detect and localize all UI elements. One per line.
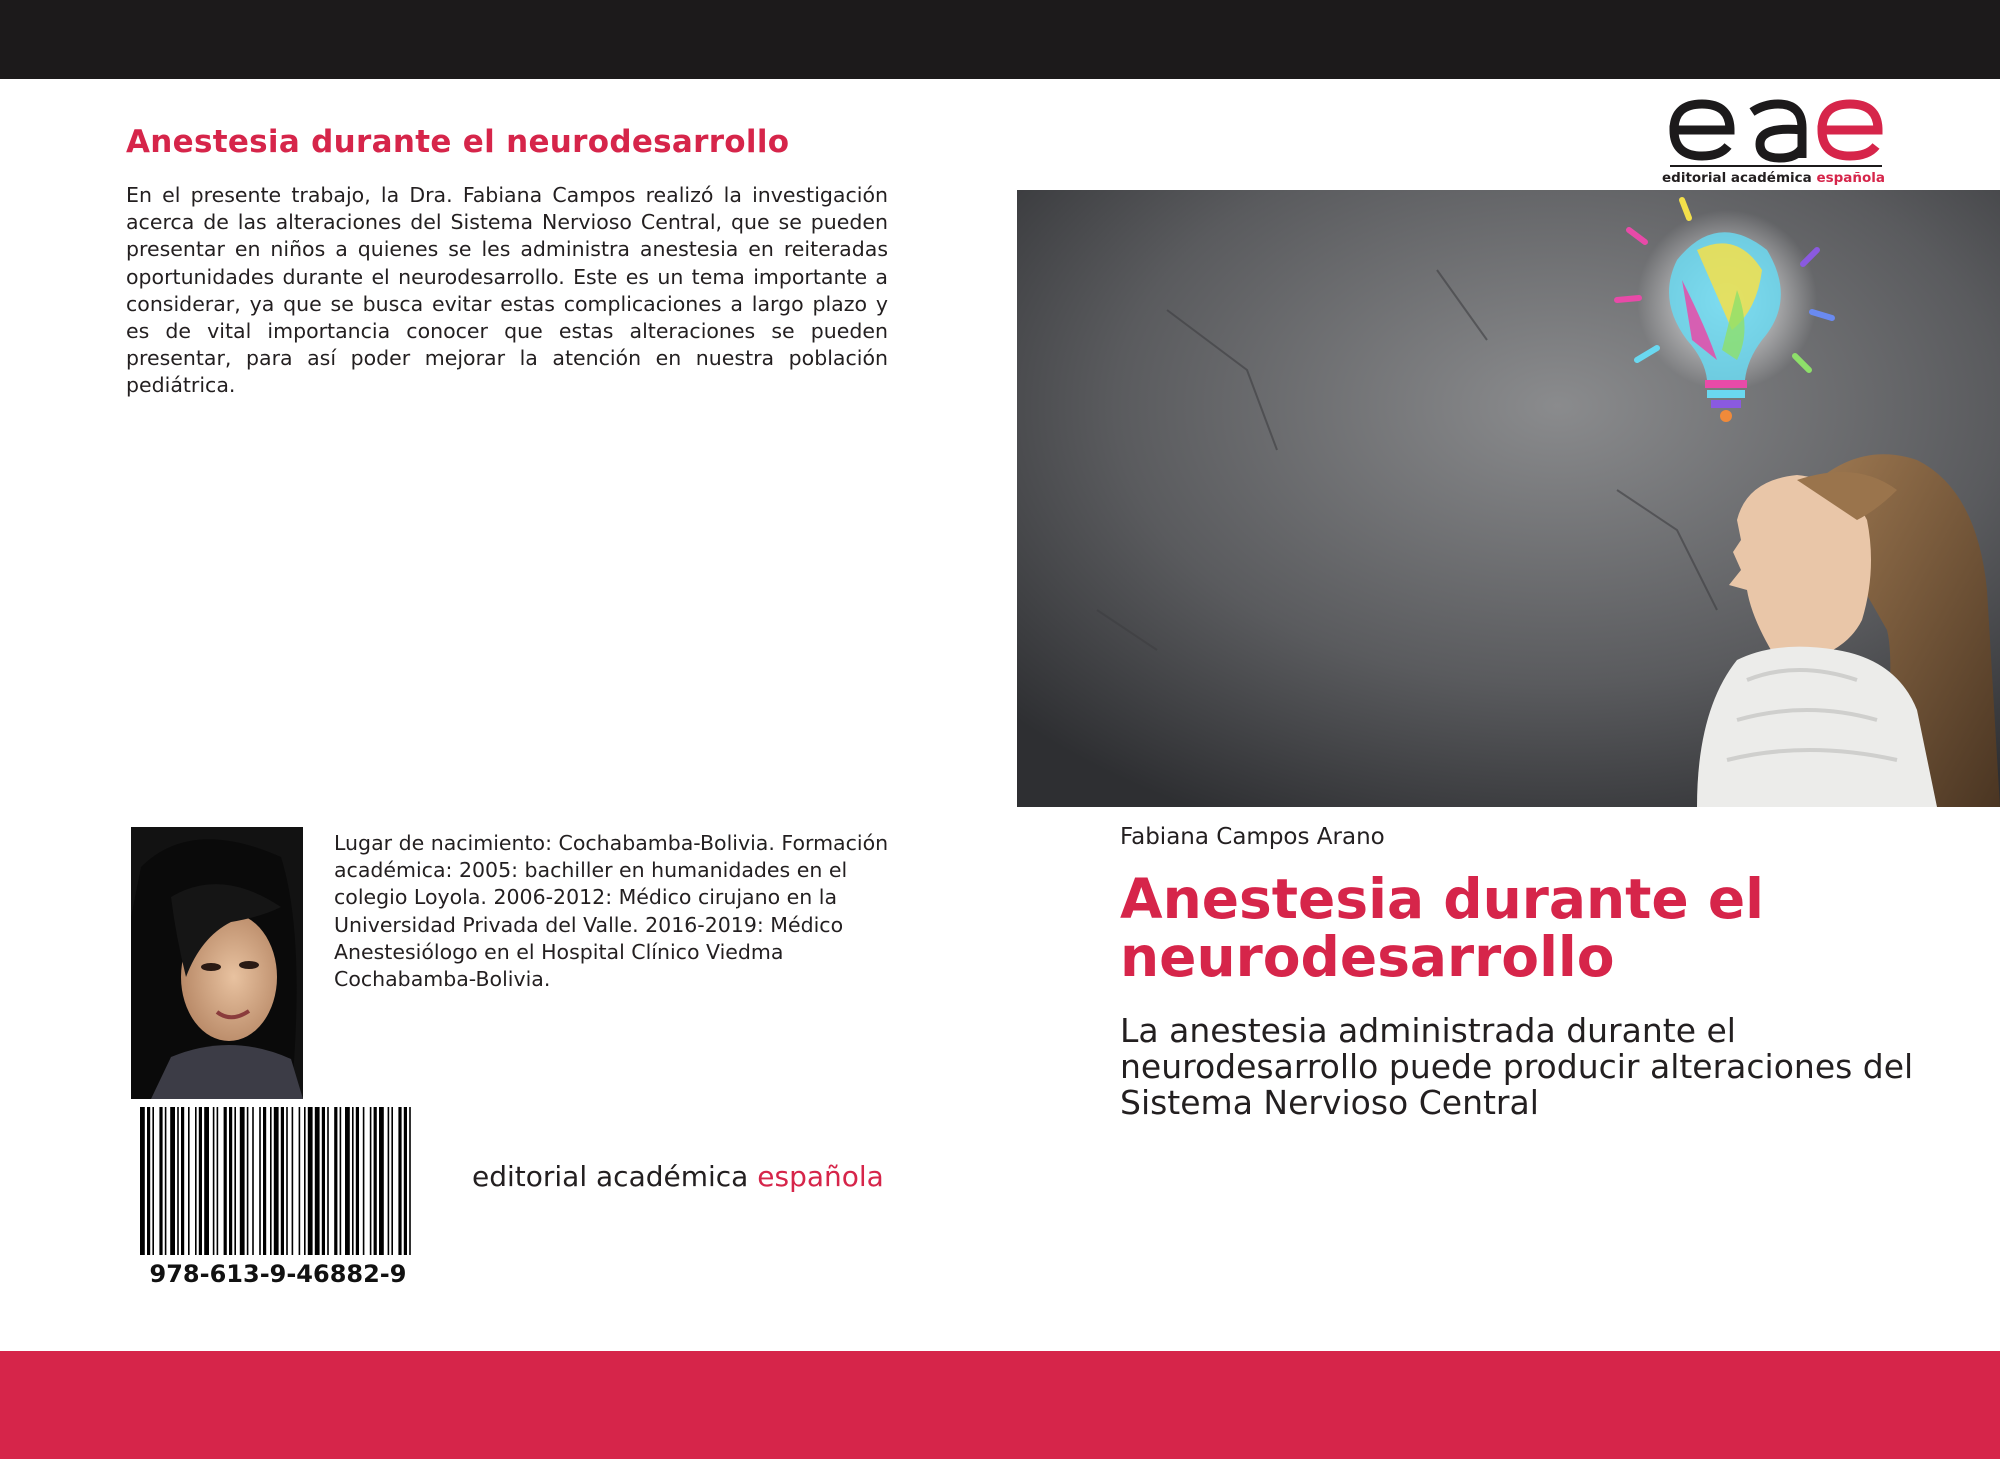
barcode-bar: [274, 1107, 279, 1255]
isbn-number: 978-613-9-46882-9: [149, 1260, 407, 1288]
barcode-bar: [188, 1107, 190, 1255]
logo-tagline-accent: española: [1816, 170, 1886, 186]
front-cover-author: Fabiana Campos Arano: [1120, 824, 1385, 850]
barcode-bar: [263, 1107, 266, 1255]
barcode-bar: [252, 1107, 254, 1255]
author-portrait-image: [131, 827, 303, 1099]
barcode-bar: [181, 1107, 184, 1255]
barcode-bar: [308, 1107, 313, 1255]
barcode-bar: [165, 1107, 167, 1255]
barcode-bar: [152, 1107, 154, 1255]
barcode-bar: [340, 1107, 342, 1255]
logo-tagline-main: editorial académica: [1662, 170, 1817, 186]
barcode-bar: [217, 1107, 219, 1255]
barcode-bar: [234, 1107, 236, 1255]
barcode-bar: [247, 1107, 249, 1255]
publisher-name-main: editorial académica: [472, 1160, 758, 1193]
barcode-bar: [304, 1107, 306, 1255]
barcode-bar: [374, 1107, 377, 1255]
barcode-bar: [224, 1107, 227, 1255]
front-cover-subtitle: La anestesia administrada durante el neurodesarrollo puede producir alteraciones del Sistema Nervioso Central: [1120, 1011, 1914, 1122]
publisher-name-back: [472, 1160, 892, 1193]
logo-tagline: [1662, 170, 1887, 186]
barcode-bar: [286, 1107, 288, 1255]
barcode-bar: [322, 1107, 325, 1255]
barcode-bar: [327, 1107, 329, 1255]
barcode-bar: [315, 1107, 320, 1255]
barcode-bar: [292, 1107, 294, 1255]
front-cover-title: Anestesia durante el neurodesarrollo: [1120, 867, 1765, 989]
isbn-barcode: [138, 1107, 418, 1255]
barcode-bar: [356, 1107, 359, 1255]
barcode-bar: [391, 1107, 393, 1255]
publisher-name-accent: española: [757, 1160, 884, 1193]
barcode-bar: [204, 1107, 209, 1255]
barcode-bar: [345, 1107, 350, 1255]
barcode-bar: [199, 1107, 202, 1255]
barcode-bar: [229, 1107, 232, 1255]
cover-illustration: [1017, 190, 2000, 807]
back-cover-blurb: En el presente trabajo, la Dra. Fabiana Campos realizó la investigación acerca de las alteraciones del Sistema Nervioso Central, que se pueden presentar en niños a quienes se les administra anestesia en reiteradas oportunidades durante el neurodesarrollo. Este es un tema importante a considerar, ya que se busca evitar estas complicaciones a largo plazo y es de vital importancia conocer que estas alteraciones se pueden presentar, para así poder mejorar la atención en nuestra población pediátrica.: [126, 183, 888, 398]
barcode-bar: [299, 1107, 301, 1255]
barcode-bar: [379, 1107, 384, 1255]
barcode-bar: [147, 1107, 150, 1255]
bottom-band: [0, 1351, 2000, 1459]
barcode-bar: [370, 1107, 372, 1255]
barcode-bar: [334, 1107, 337, 1255]
barcode-bar: [398, 1107, 401, 1255]
back-cover-title: Anestesia durante el neurodesarrollo: [126, 124, 790, 160]
barcode-bar: [140, 1107, 145, 1255]
barcode-bar: [159, 1107, 162, 1255]
barcode-bar: [404, 1107, 407, 1255]
barcode-bar: [352, 1107, 354, 1255]
barcode-bar: [409, 1107, 411, 1255]
barcode-bar: [270, 1107, 272, 1255]
barcode-bar: [240, 1107, 245, 1255]
barcode-bar: [170, 1107, 175, 1255]
barcode-bar: [195, 1107, 197, 1255]
barcode-bar: [281, 1107, 284, 1255]
author-bio: Lugar de nacimiento: Cochabamba-Bolivia. Formación académica: 2005: bachiller en humanidades en el colegio Loyola. 2006-2012: Médico cirujano en la Universidad Privada del Valle. 2016-2019: Médico Anestesiólogo en el Hospital Clínico Viedma Cochabamba-Bolivia.: [334, 831, 889, 992]
barcode-bar: [259, 1107, 261, 1255]
barcode-bar: [388, 1107, 390, 1255]
barcode-bar: [177, 1107, 179, 1255]
barcode-bar: [363, 1107, 365, 1255]
author-photo: [131, 827, 303, 1099]
barcode-bar: [213, 1107, 215, 1255]
top-band: [0, 0, 2000, 79]
cover-photo: [1017, 190, 2000, 807]
